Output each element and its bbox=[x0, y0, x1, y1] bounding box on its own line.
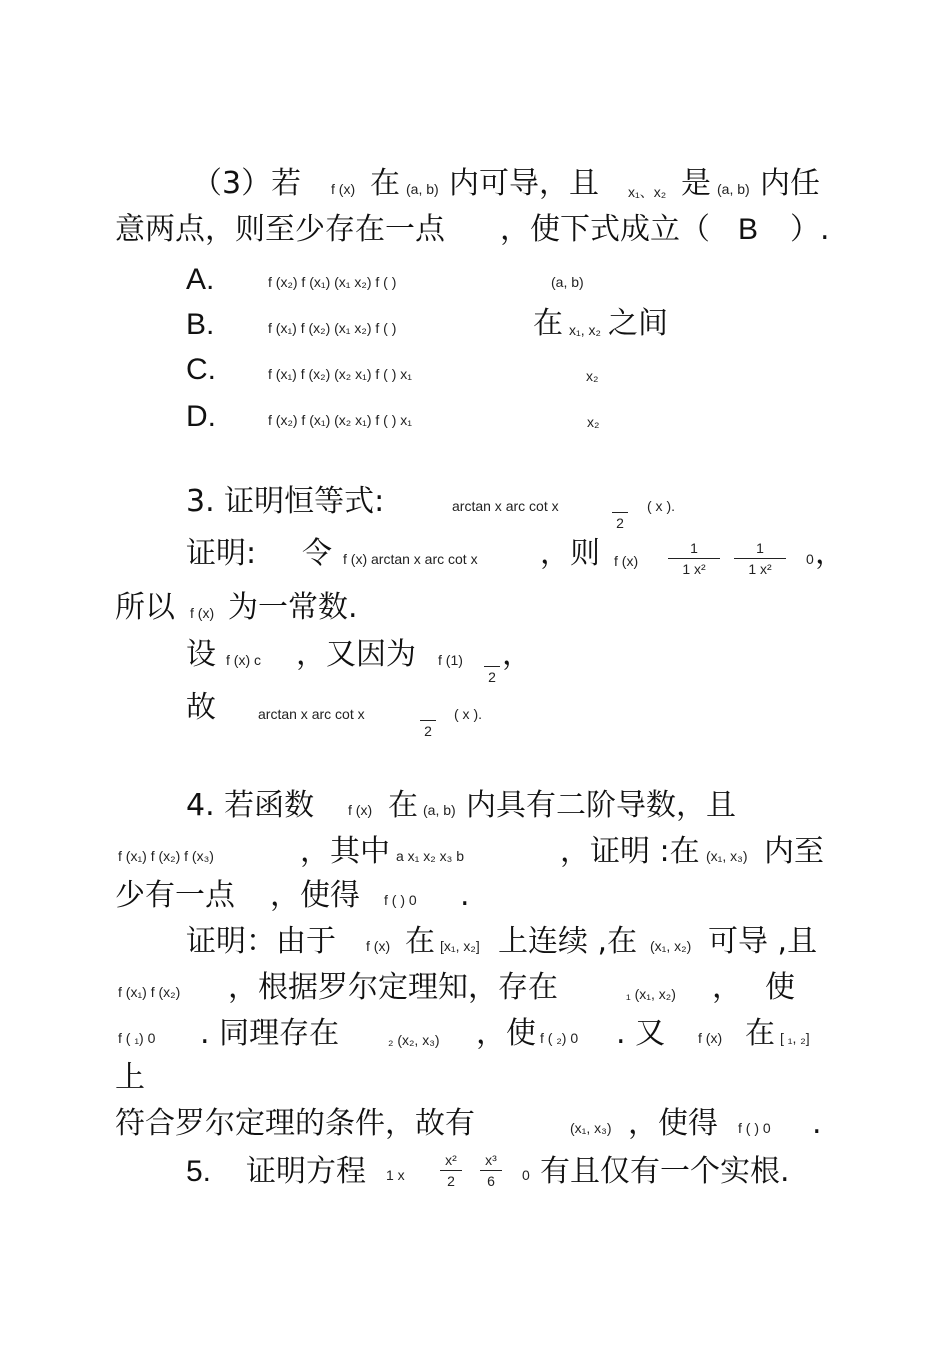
p4-final: f ( ) 0 bbox=[738, 1120, 771, 1136]
option-a-tail: (a, b) bbox=[551, 274, 584, 290]
option-c-label: C. bbox=[186, 353, 216, 386]
p4-at-least: 少有一点 bbox=[115, 878, 235, 913]
p4-make: 使 bbox=[765, 970, 795, 1005]
option-b-between: 之间 bbox=[608, 306, 668, 341]
p4-second-derivative: 内具有二阶导数，且 bbox=[466, 788, 736, 823]
p4-intro: 4. 若函数 bbox=[186, 788, 315, 823]
option-b-x: x₁, x₂ bbox=[569, 322, 601, 338]
q3-intro: （3）若 bbox=[192, 166, 302, 201]
p4-make-2: ，使 bbox=[476, 1016, 536, 1051]
p3-hence: 故 bbox=[186, 690, 216, 725]
p4-final-period: . bbox=[812, 1106, 822, 1141]
p3-because: ，又因为 bbox=[296, 637, 416, 672]
p3-then: ，则 bbox=[540, 536, 600, 571]
p4-zai-2: 在 bbox=[745, 1016, 775, 1051]
q3-interval-2: (a, b) bbox=[717, 181, 750, 197]
p3-set: 设 bbox=[186, 637, 216, 672]
p5-prove: 证明方程 bbox=[246, 1154, 366, 1189]
p3-frac-den: 2 bbox=[616, 515, 624, 531]
p4-proof-fx: f (x) bbox=[366, 938, 391, 954]
p5-unique-root: 有且仅有一个实根. bbox=[540, 1154, 790, 1189]
p5-zero: 0 bbox=[522, 1167, 530, 1183]
q3-answer: B bbox=[738, 213, 759, 246]
q3-line2: 意两点，则至少存在一点 bbox=[115, 212, 445, 247]
p3-pi-over-2 bbox=[612, 494, 628, 531]
p3-hence-range: ( x ). bbox=[454, 706, 482, 722]
p3-f1-frac: 2 bbox=[484, 648, 500, 685]
p3-therefore: 所以 bbox=[115, 590, 175, 625]
p3-f1: f (1) bbox=[438, 652, 463, 668]
p3-title: 3. 证明恒等式: bbox=[186, 484, 385, 519]
p3-range: ( x ). bbox=[647, 498, 675, 514]
option-a-expr: f (x₂) f (x₁) (x₁ x₂) f ( ) bbox=[268, 274, 397, 290]
p4-such-that: ，使得 bbox=[270, 878, 360, 913]
q3-line2c: ）. bbox=[790, 212, 830, 247]
p4-period: . bbox=[460, 878, 470, 913]
p3-expr: arctan x arc cot x bbox=[452, 498, 559, 514]
p4-prove: ，证明 :在 bbox=[560, 834, 700, 869]
p4-xi2: ₂ (x₂, x₃) bbox=[388, 1032, 440, 1048]
p4-fxi1: f ( ₁) 0 bbox=[118, 1030, 156, 1046]
q3-text-shi: 是 bbox=[681, 166, 711, 201]
p3-hence-expr: arctan x arc cot x bbox=[258, 706, 365, 722]
p3-zero: 0 bbox=[806, 551, 814, 567]
q3-interval: (a, b) bbox=[406, 181, 439, 197]
p4-proof: 证明：由于 bbox=[186, 924, 336, 959]
q3-text-zai: 在 bbox=[370, 166, 400, 201]
option-b-zai: 在 bbox=[533, 306, 563, 341]
q3-line2b: ，使下式成立（ bbox=[500, 212, 710, 247]
p4-derivable: 可导 ,且 bbox=[708, 924, 818, 959]
p4-such-that-2: ，使得 bbox=[628, 1106, 718, 1141]
q3-text-derivable: 内可导，且 bbox=[449, 166, 599, 201]
option-d-expr: f (x₂) f (x₁) (x₂ x₁) f ( ) x₁ bbox=[268, 412, 413, 428]
p4-xi1: ₁ (x₁, x₂) bbox=[626, 986, 676, 1002]
p3-let: 令 bbox=[302, 536, 332, 571]
p3-frac-2: 1 1 x² bbox=[734, 540, 786, 577]
p4-zai: 在 bbox=[388, 788, 418, 823]
p4-satisfies: 符合罗尔定理的条件，故有 bbox=[115, 1106, 475, 1141]
p3-comma: ， bbox=[815, 536, 845, 571]
p4-int-x1x3: (x₁, x₃) bbox=[706, 848, 748, 864]
p3-proof-label: 证明: bbox=[186, 536, 257, 571]
p4-comma: ， bbox=[712, 970, 742, 1005]
p3-therefore-fx: f (x) bbox=[190, 605, 215, 621]
p4-open-int: (x₁, x₂) bbox=[650, 938, 692, 954]
p3-hence-frac: 2 bbox=[420, 702, 436, 739]
p4-ineq: a x₁ x₂ x₃ b bbox=[396, 848, 464, 864]
p4-on: 上 bbox=[115, 1060, 145, 1095]
p4-nei: 内至 bbox=[764, 834, 824, 869]
p4-fxi2: f ( ₂) 0 bbox=[540, 1030, 579, 1046]
p4-continuous: 上连续 ,在 bbox=[498, 924, 638, 959]
p4-equal-12: f (x₁) f (x₂) bbox=[118, 984, 181, 1000]
option-d-label: D. bbox=[186, 400, 216, 433]
p4-closed-int: [x₁, x₂] bbox=[440, 938, 480, 954]
p4-fx: f (x) bbox=[348, 802, 373, 818]
option-b-label: B. bbox=[186, 308, 215, 341]
option-a-label: A. bbox=[186, 263, 215, 296]
p4-rolle: ，根据罗尔定理知，存在 bbox=[228, 970, 558, 1005]
p4-final-int: (x₁, x₃) bbox=[570, 1120, 612, 1136]
q3-points: x₁、x₂ bbox=[628, 184, 667, 200]
p5-number: 5. bbox=[186, 1155, 212, 1188]
q3-fx: f (x) bbox=[331, 181, 356, 197]
option-c-tail: x₂ bbox=[586, 368, 599, 384]
p3-set-expr: f (x) c bbox=[226, 652, 261, 668]
option-c-expr: f (x₁) f (x₂) (x₂ x₁) f ( ) x₁ bbox=[268, 366, 413, 382]
option-b-expr: f (x₁) f (x₂) (x₁ x₂) f ( ) bbox=[268, 320, 397, 336]
p4-conclusion: f ( ) 0 bbox=[384, 892, 417, 908]
option-d-tail: x₂ bbox=[587, 414, 600, 430]
p5-expr-1: 1 x bbox=[386, 1167, 405, 1183]
q3-text-nei: 内任 bbox=[760, 166, 820, 201]
p4-fprime-x: f (x) bbox=[698, 1030, 723, 1046]
p4-equal-values: f (x₁) f (x₂) f (x₃) bbox=[118, 848, 214, 864]
p4-where: ，其中 bbox=[300, 834, 390, 869]
p4-interval: (a, b) bbox=[423, 802, 456, 818]
p3-constant: 为一常数. bbox=[228, 590, 358, 625]
p4-again: . 又 bbox=[616, 1016, 666, 1051]
p3-f1-comma: ， bbox=[502, 637, 532, 672]
p4-proof-zai: 在 bbox=[405, 924, 435, 959]
p4-xi-int: [ ₁, ₂] bbox=[780, 1030, 810, 1046]
p5-frac-2: x³ 6 bbox=[480, 1152, 502, 1189]
p5-frac-1: x² 2 bbox=[440, 1152, 462, 1189]
p3-fprime: f (x) bbox=[614, 553, 639, 569]
p4-similarly: . 同理存在 bbox=[200, 1016, 340, 1051]
p3-define-f: f (x) arctan x arc cot x bbox=[343, 551, 478, 567]
p3-frac-1: 1 1 x² bbox=[668, 540, 720, 577]
